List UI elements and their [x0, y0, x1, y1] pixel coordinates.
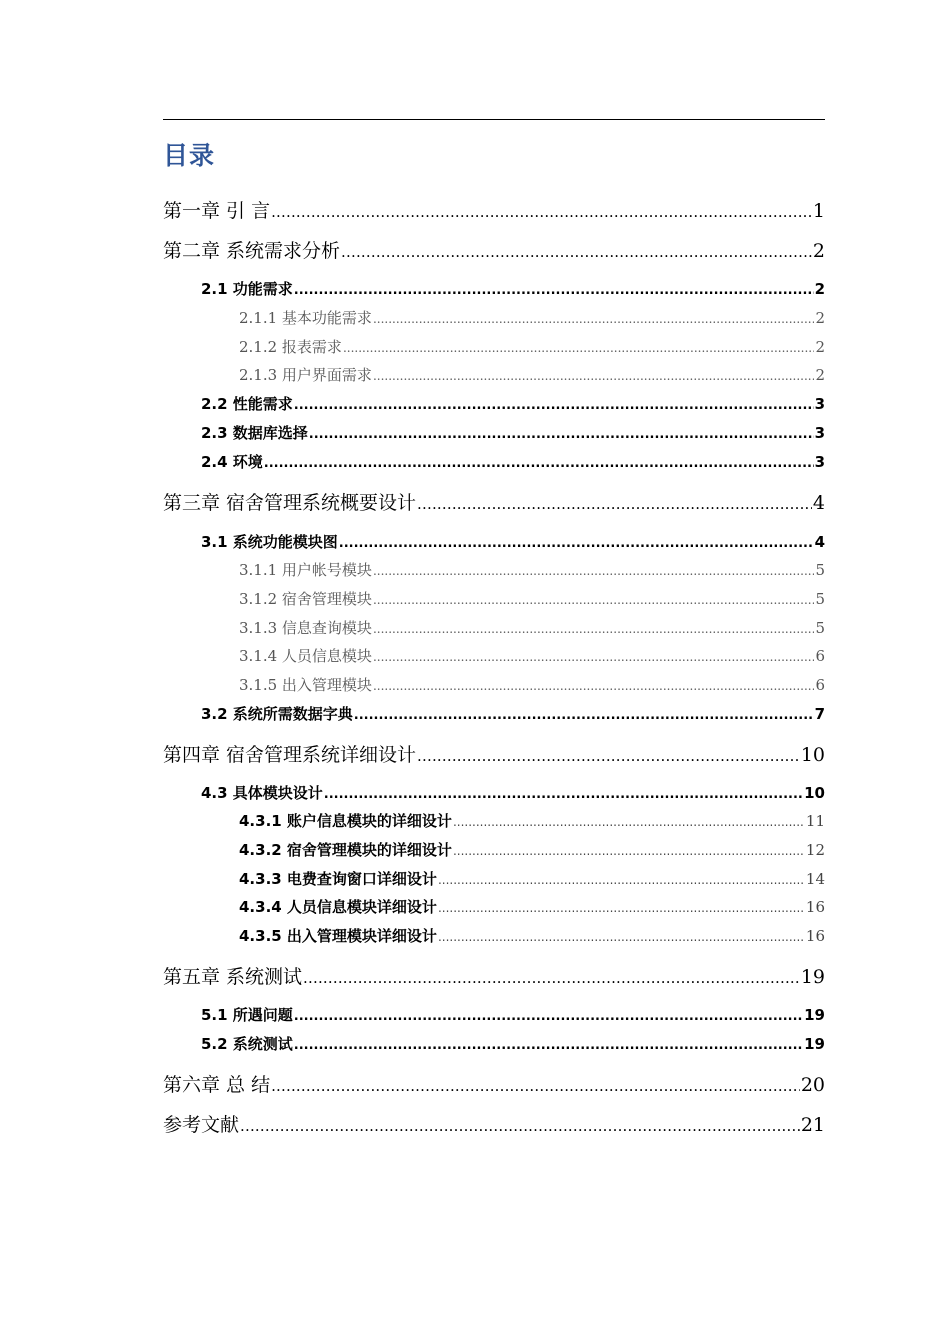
toc-leader-dots [453, 844, 805, 858]
toc-entry-label: 3.1.4 人员信息模块 [239, 647, 372, 665]
toc-entry-subsection[interactable] [239, 559, 825, 581]
toc-entry-chapter-2[interactable] [163, 236, 825, 264]
toc-entry-page: 2 [815, 338, 825, 356]
toc-entry-references[interactable] [163, 1110, 825, 1138]
toc-entry-label: 第三章 宿舍管理系统概要设计 [163, 492, 417, 514]
toc-entry-label: 3.2 系统所需数据字典 [201, 705, 353, 723]
toc-entry-page: 20 [800, 1074, 825, 1096]
toc-entry-label: 4.3.2 宿舍管理模块的详细设计 [239, 841, 452, 859]
toc-leader-dots [240, 1117, 800, 1135]
toc-leader-dots [453, 815, 805, 829]
toc-leader-dots [294, 1009, 803, 1024]
toc-leader-dots [339, 536, 814, 551]
toc-entry-chapter-5[interactable] [163, 962, 825, 990]
toc-entry-page: 3 [814, 453, 825, 471]
toc-entry-label: 3.1 系统功能模块图 [201, 533, 338, 551]
toc-entry-page: 1 [812, 200, 825, 222]
toc-leader-dots [341, 243, 812, 261]
toc-entry-label: 第五章 系统测试 [163, 966, 303, 988]
toc-entry-section[interactable] [201, 278, 825, 300]
toc-entry-label: 第六章 总 结 [163, 1074, 271, 1096]
toc-entry-label: 5.2 系统测试 [201, 1035, 293, 1053]
toc-leader-dots [438, 873, 805, 887]
toc-title: 目录 [163, 141, 216, 170]
header-rule [163, 119, 825, 120]
toc-entry-page: 5 [815, 590, 825, 608]
toc-leader-dots [417, 747, 800, 765]
toc-leader-dots [373, 593, 815, 607]
toc-entry-page: 19 [800, 966, 825, 988]
toc-entry-page: 2 [812, 240, 825, 262]
toc-entry-label: 4.3.4 人员信息模块详细设计 [239, 898, 437, 916]
toc-entry-page: 19 [804, 1006, 825, 1024]
toc-leader-dots [373, 622, 815, 636]
toc-entry-subsection[interactable] [239, 810, 825, 832]
toc-entry-subsection[interactable] [239, 336, 825, 358]
toc-entry-label: 2.1.1 基本功能需求 [239, 309, 372, 327]
toc-entry-section[interactable] [201, 703, 825, 725]
toc-entry-page: 10 [804, 784, 825, 802]
toc-entry-chapter-6[interactable] [163, 1070, 825, 1098]
toc-leader-dots [373, 650, 815, 664]
toc-entry-page: 11 [805, 812, 825, 830]
toc-entry-label: 2.1.2 报表需求 [239, 338, 342, 356]
toc-entry-label: 第一章 引 言 [163, 200, 271, 222]
toc-leader-dots [303, 969, 800, 987]
toc-entry-page: 3 [814, 424, 825, 442]
toc-leader-dots [373, 679, 815, 693]
toc-entry-subsection[interactable] [239, 925, 825, 947]
toc-entry-subsection[interactable] [239, 896, 825, 918]
toc-entry-page: 14 [805, 870, 825, 888]
toc-leader-dots [373, 312, 815, 326]
toc-entry-subsection[interactable] [239, 364, 825, 386]
toc-entry-page: 4 [812, 492, 825, 514]
toc-entry-label: 3.1.2 宿舍管理模块 [239, 590, 372, 608]
toc-entry-section[interactable] [201, 422, 825, 444]
toc-entry-label: 2.3 数据库选择 [201, 424, 308, 442]
toc-leader-dots [354, 708, 814, 723]
toc-entry-page: 21 [800, 1114, 825, 1136]
toc-entry-label: 5.1 所遇问题 [201, 1006, 293, 1024]
toc-entry-page: 5 [815, 619, 825, 637]
toc-entry-page: 6 [815, 676, 825, 694]
toc-entry-label: 2.4 环境 [201, 453, 263, 471]
toc-entry-label: 2.2 性能需求 [201, 395, 293, 413]
toc-entry-section[interactable] [201, 1033, 825, 1055]
toc-leader-dots [373, 564, 815, 578]
toc-entry-page: 10 [800, 744, 825, 766]
toc-entry-subsection[interactable] [239, 588, 825, 610]
toc-leader-dots [417, 495, 812, 513]
toc-entry-page: 3 [814, 395, 825, 413]
toc-leader-dots [373, 369, 815, 383]
toc-entry-label: 3.1.5 出入管理模块 [239, 676, 372, 694]
toc-entry-label: 4.3.3 电费查询窗口详细设计 [239, 870, 437, 888]
toc-entry-page: 16 [805, 927, 825, 945]
toc-entry-section[interactable] [201, 782, 825, 804]
toc-entry-section[interactable] [201, 1004, 825, 1026]
toc-entry-page: 2 [815, 366, 825, 384]
toc-entry-subsection[interactable] [239, 645, 825, 667]
toc-entry-section[interactable] [201, 531, 825, 553]
toc-entry-label: 4.3.5 出入管理模块详细设计 [239, 927, 437, 945]
toc-entry-subsection[interactable] [239, 868, 825, 890]
toc-entry-chapter-4[interactable] [163, 740, 825, 768]
toc-entry-chapter-1[interactable] [163, 196, 825, 224]
toc-leader-dots [324, 787, 803, 802]
toc-leader-dots [264, 456, 814, 471]
toc-entry-page: 12 [805, 841, 825, 859]
toc-entry-section[interactable] [201, 393, 825, 415]
toc-entry-label: 参考文献 [163, 1114, 240, 1136]
toc-entry-page: 16 [805, 898, 825, 916]
toc-entry-label: 3.1.3 信息查询模块 [239, 619, 372, 637]
toc-entry-label: 4.3 具体模块设计 [201, 784, 323, 802]
toc-leader-dots [438, 930, 805, 944]
toc-leader-dots [343, 341, 815, 355]
toc-entry-page: 5 [815, 561, 825, 579]
toc-entry-label: 2.1 功能需求 [201, 280, 293, 298]
toc-entry-label: 3.1.1 用户帐号模块 [239, 561, 372, 579]
toc-entry-label: 2.1.3 用户界面需求 [239, 366, 372, 384]
toc-leader-dots [294, 1038, 803, 1053]
toc-entry-page: 2 [814, 280, 825, 298]
toc-entry-label: 第二章 系统需求分析 [163, 240, 341, 262]
toc-entry-section[interactable] [201, 451, 825, 473]
toc-leader-dots [294, 283, 814, 298]
toc-entry-chapter-3[interactable] [163, 488, 825, 516]
toc-entry-subsection[interactable] [239, 839, 825, 861]
toc-entry-subsection[interactable] [239, 617, 825, 639]
toc-entry-page: 6 [815, 647, 825, 665]
toc-entry-page: 2 [815, 309, 825, 327]
toc-leader-dots [271, 203, 812, 221]
toc-leader-dots [294, 398, 814, 413]
toc-entry-page: 4 [814, 533, 825, 551]
toc-entry-subsection[interactable] [239, 307, 825, 329]
toc-leader-dots [309, 427, 814, 442]
toc-entry-label: 4.3.1 账户信息模块的详细设计 [239, 812, 452, 830]
toc-leader-dots [271, 1077, 800, 1095]
toc-entry-page: 19 [804, 1035, 825, 1053]
toc-entry-subsection[interactable] [239, 674, 825, 696]
toc-entry-page: 7 [814, 705, 825, 723]
toc-entry-label: 第四章 宿舍管理系统详细设计 [163, 744, 417, 766]
toc-leader-dots [438, 901, 805, 915]
